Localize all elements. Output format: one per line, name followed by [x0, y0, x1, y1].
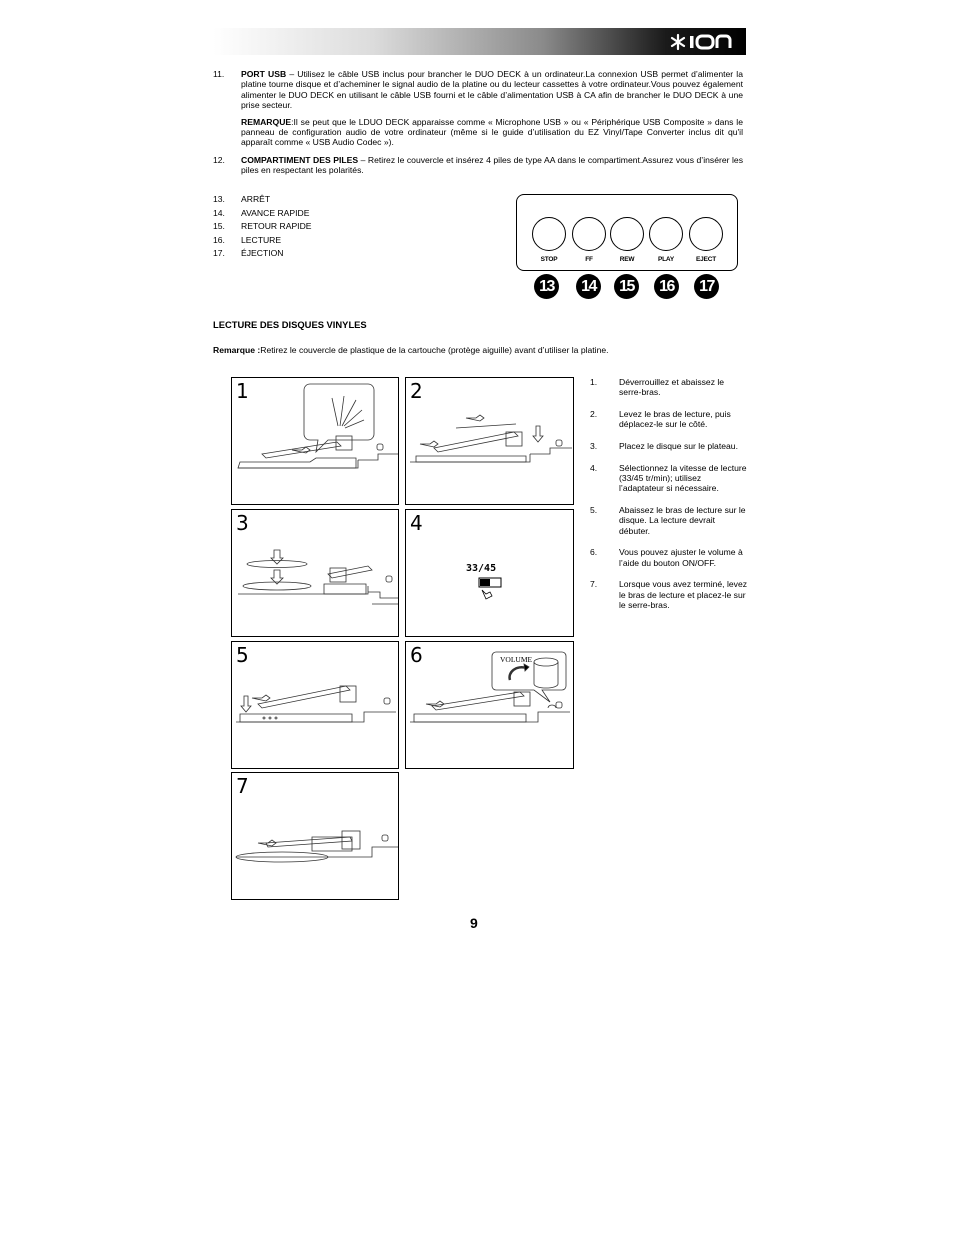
list-item	[213, 248, 312, 262]
stop-label: STOP	[540, 256, 558, 263]
illustration-panel-7	[231, 772, 399, 900]
list-item	[590, 463, 748, 494]
list-label: ARRÊT	[241, 194, 271, 204]
rew-button-illustration	[610, 217, 644, 251]
page-number: 9	[470, 915, 478, 931]
callout-badge: 15	[614, 274, 639, 299]
list-item	[590, 409, 748, 430]
list-number: 13.	[213, 194, 225, 204]
step-text: Placez le disque sur le plateau.	[619, 441, 738, 451]
speed-switch-drawing	[406, 510, 574, 637]
rew-label: REW	[619, 256, 635, 263]
list-label: LECTURE	[241, 234, 282, 245]
illustration-panel-6	[405, 641, 574, 769]
step-number: 6.	[590, 547, 598, 558]
step-number: 7.	[590, 579, 598, 590]
step-number: 2.	[590, 409, 598, 419]
list-item	[590, 441, 748, 451]
steps-list	[590, 377, 748, 622]
list-item	[213, 235, 312, 249]
header-gradient-bar	[213, 28, 746, 55]
list-number: 15.	[213, 221, 225, 232]
list-label: ÉJECTION	[241, 248, 284, 259]
step-number: 4.	[590, 462, 598, 473]
list-number: 17.	[213, 248, 225, 259]
lower-tonearm-drawing	[232, 642, 399, 769]
callout-badge: 13	[534, 274, 559, 299]
place-record-drawing	[232, 510, 399, 637]
step-text: Levez le bras de lecture, puis déplacez-le sur le côté.	[619, 409, 731, 430]
list-item	[590, 579, 748, 610]
list-item	[213, 208, 312, 222]
play-button-illustration	[649, 217, 683, 251]
list-item	[590, 377, 748, 398]
note-title: REMARQUE	[241, 116, 292, 127]
volume-knob-drawing	[406, 642, 574, 769]
list-number: 14.	[213, 207, 225, 218]
step-text: Sélectionnez la vitesse de lecture (33/45 tr/min); utilisez l’adaptateur si nécessaire.	[619, 462, 747, 494]
panel-number: 5	[236, 643, 249, 667]
step-number: 3.	[590, 441, 598, 451]
callout-badge: 16	[654, 274, 679, 299]
illustration-panel-3	[231, 509, 399, 637]
step-number: 5.	[590, 505, 598, 515]
panel-number: 1	[236, 379, 249, 403]
note-text: :Il se peut que le LDUO DECK apparaisse comme « Microphone USB » ou « Périphérique USB Composite » dans le panneau de configuration audio de votre ordinateur (même si le guide d’utilisation du EZ Vinyl/Tape Converter inclus dit qu'il apparaît comme « USB Audio Codec »).	[241, 116, 743, 148]
illustration-panel-1	[231, 377, 399, 505]
step-text: Abaissez le bras de lecture sur le disque. La lecture devrait débuter.	[619, 505, 746, 536]
item-number: 11.	[213, 69, 225, 79]
illustration-panel-4	[405, 509, 574, 637]
illustration-panel-2	[405, 377, 574, 505]
tonearm-lift-drawing	[406, 378, 574, 505]
callout-badge: 17	[694, 274, 719, 299]
stop-button-illustration	[532, 217, 566, 251]
ion-logo-icon	[670, 32, 740, 52]
return-tonearm-drawing	[232, 773, 399, 900]
remark	[213, 345, 609, 355]
volume-label: VOLUME	[500, 655, 533, 664]
step-text: Vous pouvez ajuster le volume à l’aide du bouton ON/OFF.	[619, 547, 743, 568]
list-label: AVANCE RAPIDE	[241, 207, 310, 218]
controls-list	[213, 194, 312, 262]
item-text: – Utilisez le câble USB inclus pour brancher le DUO DECK à un ordinateur.La connexion USB permet d’alimenter la platine tourne disque et d’acheminer le signal audio de la platine ou du lecteur cassettes à votre ordinateur.Vous pouvez également alimenter le DUO DECK en utilisant le câble USB fourni et le câble d’alimentation USB à CA afin de brancher le DUO DECK à une prise secteur.	[241, 69, 743, 111]
play-label: PLAY	[658, 256, 674, 263]
panel-number: 2	[410, 379, 423, 403]
illustration-panel-5	[231, 641, 399, 769]
list-label: RETOUR RAPIDE	[241, 221, 312, 232]
item-title: PORT USB	[241, 69, 287, 79]
remark-title: Remarque :	[213, 345, 261, 355]
list-item	[213, 194, 312, 208]
section-title: LECTURE DES DISQUES VINYLES	[213, 319, 367, 330]
item-number: 12.	[213, 155, 225, 165]
list-item	[213, 221, 312, 235]
item-usb-port	[213, 69, 743, 148]
callout-badge: 14	[576, 274, 601, 299]
ff-label: FF	[585, 256, 593, 263]
panel-number: 7	[236, 774, 249, 798]
list-item	[590, 505, 748, 536]
item-text: – Retirez le couvercle et insérez 4 piles de type AA dans le compartiment.Assurez vous d’insérer les piles en respectant les polarités.	[241, 155, 743, 176]
speed-label: 33/45	[466, 563, 497, 574]
panel-number: 6	[410, 643, 423, 667]
control-panel-diagram	[516, 194, 738, 271]
ff-button-illustration	[572, 217, 606, 251]
turntable-unlock-drawing	[232, 378, 399, 505]
panel-number: 4	[410, 511, 423, 535]
eject-button-illustration	[689, 217, 723, 251]
ion-logo	[670, 31, 740, 52]
step-text: Lorsque vous avez terminé, levez le bras de lecture et placez-le sur le serre-bras.	[619, 579, 748, 611]
list-number: 16.	[213, 234, 225, 245]
eject-label: EJECT	[696, 256, 716, 263]
item-battery-compartment	[213, 155, 743, 176]
step-number: 1.	[590, 377, 598, 387]
panel-number: 3	[236, 511, 249, 535]
step-text: Déverrouillez et abaissez le serre-bras.	[619, 377, 725, 398]
item-title: COMPARTIMENT DES PILES	[241, 155, 359, 165]
list-item	[590, 547, 748, 568]
remark-text: Retirez le couvercle de plastique de la cartouche (protège aiguille) avant d’utiliser la platine.	[260, 345, 609, 355]
